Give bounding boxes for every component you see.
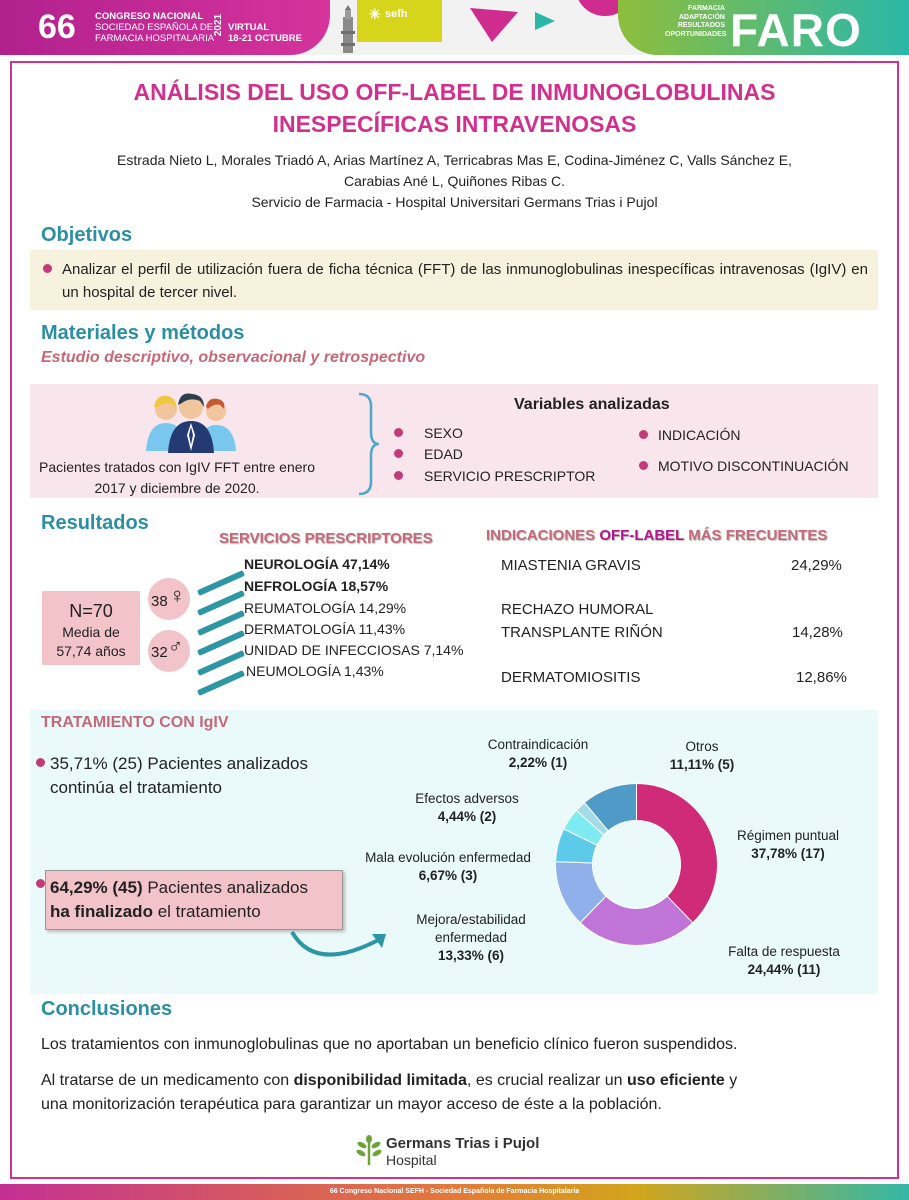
congress-number: 66 bbox=[38, 8, 76, 46]
bullet-icon bbox=[639, 430, 648, 439]
affiliation: Servicio de Farmacia - Hospital Universitari Germans Trias i Pujol bbox=[251, 194, 658, 210]
metodos-subheading: Estudio descriptivo, observacional y retrospectivo bbox=[41, 349, 426, 366]
triangle-icon bbox=[535, 12, 557, 30]
bullet-icon bbox=[639, 461, 648, 470]
variables-title: Variables analizadas bbox=[514, 396, 670, 413]
servicio-item: REUMATOLOGÍA 14,29% bbox=[244, 600, 407, 616]
media-label: Media de bbox=[62, 624, 120, 640]
continua-text: 35,71% (25) Pacientes analizados continúa el tratamiento bbox=[50, 754, 308, 797]
patients-icon bbox=[144, 393, 240, 453]
tratamiento-heading: TRATAMIENTO CON IgIV bbox=[41, 714, 229, 731]
indicacion-label: MIASTENIA GRAVIS bbox=[501, 557, 641, 574]
tower-icon bbox=[338, 5, 358, 53]
variable-item: EDAD bbox=[424, 446, 463, 462]
indicacion-label: RECHAZO HUMORAL bbox=[501, 601, 654, 618]
conclusion-1: Los tratamientos con inmunoglobulinas que no aportaban un beneficio clínico fueron suspendidos. bbox=[41, 1036, 738, 1053]
servicios-title: SERVICIOS PRESCRIPTORES bbox=[219, 530, 433, 547]
female-icon: ♀ bbox=[169, 583, 186, 608]
slice-label-regimen: Régimen puntual 37,78% (17) bbox=[736, 828, 840, 861]
slice-label-mejora: Mejora/estabilidad enfermedad 13,33% (6) bbox=[416, 912, 526, 963]
authors: Estrada Nieto L, Morales Triadó A, Arias Martínez A, Terricabras Mas E, Codina-Jiménez C, Valls Sánchez E, Carabias Ané L, Quiñones Ribas C. Servicio de Farmacia - Hospital Universitari Germans Trias i Pujol bbox=[40, 150, 869, 213]
hospital-logo-icon bbox=[356, 1135, 382, 1165]
patients-text: Pacientes tratados con IgIV FFT entre enero 2017 y diciembre de 2020. bbox=[38, 459, 315, 496]
indicacion-label: DERMATOMIOSITIS bbox=[501, 669, 641, 686]
metodos-heading: Materiales y métodos bbox=[41, 322, 245, 344]
variable-item: SEXO bbox=[424, 425, 463, 441]
curved-arrow-icon bbox=[286, 920, 396, 968]
media-value: 57,74 años bbox=[56, 643, 126, 659]
male-badge: 32 ♂ bbox=[148, 630, 190, 672]
discontinuation-donut-chart bbox=[555, 783, 718, 946]
congress-year: 2021 bbox=[213, 13, 224, 37]
conclusion-2: Al tratarse de un medicamento con disponibilidad limitada, es crucial realizar un uso eficiente y una monitorización terapéutica para garantizar un mayor acceso de éste a la población. bbox=[41, 1072, 738, 1113]
indicacion-value: 24,29% bbox=[791, 557, 842, 574]
slice-label-efectos: Efectos adversos 4,44% (2) bbox=[415, 791, 519, 824]
triangle-icon bbox=[470, 8, 520, 42]
female-badge: 38 ♀ bbox=[148, 578, 190, 620]
indicacion-value: 12,86% bbox=[796, 669, 847, 686]
n-box bbox=[42, 591, 140, 665]
poster-title: ANÁLISIS DEL USO OFF-LABEL DE INMUNOGLOBULINAS INESPECÍFICAS INTRAVENOSAS bbox=[133, 79, 776, 137]
bullet-icon bbox=[36, 879, 45, 888]
faro-logo: FARO bbox=[730, 4, 862, 55]
servicio-item: NEUMOLOGÍA 1,43% bbox=[246, 663, 384, 679]
indicacion-label: TRANSPLANTE RIÑÓN bbox=[501, 624, 663, 641]
servicio-item: NEUROLOGÍA 47,14% bbox=[244, 556, 390, 572]
hospital-name: Germans Trias i Pujol bbox=[386, 1135, 540, 1152]
sefh-logo: ✳ sefh bbox=[357, 0, 442, 42]
brace-icon bbox=[355, 392, 379, 496]
variable-item: INDICACIÓN bbox=[658, 427, 741, 443]
slice-label-contraindicacion: Contraindicación 2,22% (1) bbox=[487, 737, 589, 770]
slice-label-mala-evolucion: Mala evolución enfermedad 6,67% (3) bbox=[365, 850, 531, 883]
variable-item: MOTIVO DISCONTINUACIÓN bbox=[658, 458, 849, 474]
faro-tagline: FARMACIA ADAPTACIÓN RESULTADOS OPORTUNIDADES bbox=[665, 5, 727, 38]
congress-header bbox=[0, 0, 909, 55]
objetivos-heading: Objetivos bbox=[41, 224, 133, 246]
servicio-item: DERMATOLOGÍA 11,43% bbox=[244, 621, 406, 637]
bullet-icon bbox=[394, 449, 403, 458]
bullet-icon bbox=[43, 264, 52, 273]
bullet-icon bbox=[36, 758, 45, 767]
donut-slice-0 bbox=[637, 784, 718, 923]
objetivos-text: Analizar el perfil de utilización fuera de ficha técnica (FFT) de las inmunoglobulinas inespecíficas intravenosas (IgIV) en un hospital de tercer nivel. bbox=[62, 261, 868, 301]
hospital-subtitle: Hospital bbox=[386, 1152, 437, 1168]
slice-label-falta-respuesta: Falta de respuesta 24,44% (11) bbox=[728, 944, 840, 977]
male-icon: ♂ bbox=[168, 636, 183, 658]
resultados-heading: Resultados bbox=[41, 512, 149, 534]
servicio-item: UNIDAD DE INFECCIOSAS 7,14% bbox=[244, 642, 464, 658]
slice-label-otros: Otros 11,11% (5) bbox=[669, 739, 735, 772]
congress-dates: VIRTUAL 18-21 OCTUBRE bbox=[228, 22, 302, 44]
variable-item: SERVICIO PRESCRIPTOR bbox=[424, 468, 596, 484]
n-value: N=70 bbox=[69, 601, 113, 621]
bullet-icon bbox=[394, 428, 403, 437]
servicio-item: NEFROLOGÍA 18,57% bbox=[244, 578, 389, 594]
conclusiones-heading: Conclusiones bbox=[41, 998, 173, 1020]
footer-bar: 66 Congreso Nacional SEFH - Sociedad Española de Farmacia Hospitalaria bbox=[0, 1184, 909, 1200]
finalizado-text: 64,29% (45) Pacientes analizados ha finalizado el tratamiento bbox=[50, 878, 309, 921]
indicacion-value: 14,28% bbox=[792, 624, 843, 641]
congress-name: CONGRESO NACIONAL SOCIEDAD ESPAÑOLA DE FARMACIA HOSPITALARIA bbox=[95, 11, 215, 44]
bullet-icon bbox=[394, 471, 403, 480]
indicaciones-title: INDICACIONES OFF-LABEL MÁS FRECUENTES bbox=[486, 527, 828, 544]
